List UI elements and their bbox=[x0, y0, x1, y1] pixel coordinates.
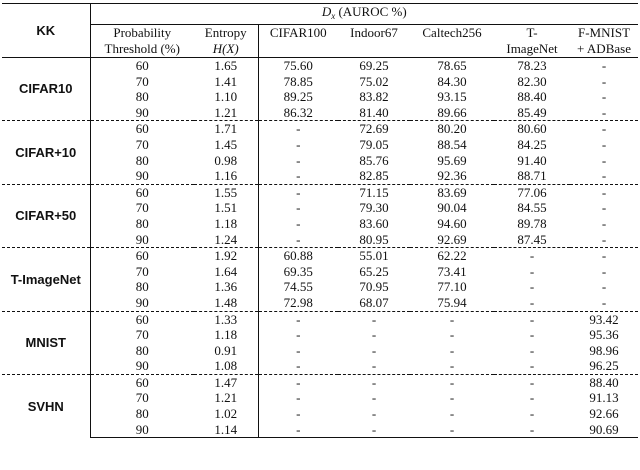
caltech256-cell: 77.10 bbox=[437, 279, 467, 295]
cifar100-cell: - bbox=[296, 327, 301, 343]
indoor67-cell: 65.25 bbox=[359, 263, 389, 279]
fmnist-cell: - bbox=[601, 136, 607, 152]
cifar100-cell: - bbox=[296, 200, 301, 216]
indoor67-cell: 55.01 bbox=[338, 248, 410, 264]
col-entropy-line2: H(X) bbox=[212, 41, 239, 56]
fmnist-cell: - bbox=[601, 58, 607, 73]
indoor67-cell: - bbox=[371, 406, 377, 422]
caltech256-cell: 94.60 bbox=[437, 215, 467, 231]
fmnist-cell: 91.13 bbox=[589, 390, 619, 406]
caltech256-cell: 90.04 bbox=[437, 200, 467, 216]
col-indoor67-header: Indoor67 bbox=[338, 25, 410, 58]
cifar100-cell: 69.35 bbox=[283, 263, 313, 279]
table-row bbox=[2, 358, 638, 374]
fmnist-cell: - bbox=[601, 89, 607, 105]
timagenet-cell: - bbox=[529, 279, 535, 295]
entropy-cell: 1.51 bbox=[194, 200, 258, 216]
prob-threshold-cell: 70 bbox=[135, 136, 149, 152]
cifar100-cell: - bbox=[296, 215, 301, 231]
dx-label-sub: x bbox=[331, 11, 336, 21]
table-row bbox=[2, 74, 638, 90]
fmnist-cell: - bbox=[570, 121, 638, 137]
indoor67-cell: 71.15 bbox=[338, 184, 410, 200]
table-row bbox=[2, 374, 638, 390]
prob-threshold-cell: 90 bbox=[90, 422, 194, 438]
timagenet-cell: - bbox=[529, 406, 535, 422]
table-row bbox=[2, 216, 638, 232]
fmnist-cell: 95.36 bbox=[589, 327, 619, 343]
timagenet-cell: - bbox=[494, 248, 570, 264]
dx-label-suffix: (AUROC %) bbox=[335, 4, 407, 19]
col-prob-header bbox=[90, 25, 194, 58]
cifar100-cell: 60.88 bbox=[258, 248, 338, 264]
indoor67-cell: 75.02 bbox=[359, 73, 389, 89]
timagenet-cell: - bbox=[529, 327, 535, 343]
prob-threshold-cell: 60 bbox=[90, 121, 194, 137]
entropy-cell: 1.10 bbox=[194, 89, 258, 105]
cifar100-cell: - bbox=[296, 152, 301, 168]
entropy-cell: 1.33 bbox=[194, 311, 258, 327]
entropy-cell: 1.47 bbox=[194, 374, 258, 390]
timagenet-cell: 77.06 bbox=[494, 184, 570, 200]
cifar100-cell: 74.55 bbox=[283, 279, 313, 295]
results-table bbox=[2, 3, 638, 438]
fmnist-cell: - bbox=[601, 279, 607, 295]
caltech256-cell: - bbox=[410, 311, 494, 327]
caltech256-cell: 83.69 bbox=[410, 184, 494, 200]
fmnist-cell: - bbox=[601, 152, 607, 168]
timagenet-cell: 88.40 bbox=[517, 89, 547, 105]
prob-threshold-cell: 70 bbox=[135, 73, 149, 89]
cifar100-cell: 78.85 bbox=[283, 73, 313, 89]
col-timagenet-line1: T- bbox=[526, 25, 538, 40]
entropy-cell: 0.91 bbox=[194, 343, 258, 359]
indoor67-cell: - bbox=[338, 422, 410, 438]
fmnist-cell: - bbox=[601, 215, 607, 231]
prob-threshold-cell: 60 bbox=[90, 248, 194, 264]
timagenet-cell: 88.71 bbox=[517, 168, 547, 184]
col-entropy-line1: Entropy bbox=[204, 25, 247, 40]
col-entropy-header bbox=[194, 25, 258, 58]
cifar100-cell: 89.25 bbox=[283, 89, 313, 105]
table-row bbox=[2, 105, 638, 121]
group-label: CIFAR+50 bbox=[2, 184, 90, 247]
caltech256-cell: 93.15 bbox=[437, 89, 467, 105]
prob-threshold-cell: 60 bbox=[135, 58, 149, 73]
prob-threshold-cell: 70 bbox=[135, 390, 149, 406]
timagenet-cell: - bbox=[529, 358, 535, 374]
timagenet-cell: 84.55 bbox=[517, 200, 547, 216]
fmnist-cell: 93.42 bbox=[570, 311, 638, 327]
indoor67-cell: - bbox=[371, 358, 377, 374]
table-row bbox=[2, 390, 638, 406]
table-row bbox=[2, 311, 638, 327]
prob-threshold-cell: 80 bbox=[135, 342, 149, 358]
caltech256-cell: - bbox=[449, 342, 455, 358]
prob-threshold-cell: 90 bbox=[135, 231, 149, 247]
table-header bbox=[2, 4, 638, 58]
table-row bbox=[2, 406, 638, 422]
group-label: CIFAR+10 bbox=[2, 121, 90, 184]
cifar100-cell: - bbox=[258, 374, 338, 390]
caltech256-cell: 89.66 bbox=[437, 104, 467, 120]
entropy-cell: 1.18 bbox=[194, 327, 258, 343]
fmnist-cell: 98.96 bbox=[589, 342, 619, 358]
fmnist-cell: - bbox=[601, 231, 607, 247]
col-cifar100-header: CIFAR100 bbox=[258, 25, 338, 58]
indoor67-cell: - bbox=[371, 342, 377, 358]
table-row bbox=[2, 422, 638, 438]
prob-threshold-cell: 90 bbox=[135, 358, 149, 374]
prob-threshold-cell: 70 bbox=[135, 327, 149, 343]
cifar100-cell: - bbox=[296, 168, 301, 184]
indoor67-cell: - bbox=[371, 327, 377, 343]
cifar100-cell: - bbox=[296, 342, 301, 358]
entropy-cell: 1.45 bbox=[194, 137, 258, 153]
prob-threshold-cell: 80 bbox=[135, 152, 149, 168]
table-row bbox=[2, 121, 638, 137]
col-timagenet-header bbox=[494, 25, 570, 58]
timagenet-cell: - bbox=[529, 263, 535, 279]
timagenet-cell: 91.40 bbox=[517, 152, 547, 168]
prob-threshold-cell: 80 bbox=[135, 279, 149, 295]
cifar100-cell: - bbox=[258, 184, 338, 200]
table-row bbox=[2, 184, 638, 200]
entropy-cell: 0.98 bbox=[194, 153, 258, 169]
caltech256-cell: 84.30 bbox=[437, 73, 467, 89]
fmnist-cell: - bbox=[601, 104, 607, 120]
entropy-cell: 1.36 bbox=[194, 279, 258, 295]
cifar100-cell: - bbox=[296, 231, 301, 247]
prob-threshold-cell: 70 bbox=[135, 263, 149, 279]
entropy-cell: 1.64 bbox=[194, 264, 258, 280]
col-prob-line2: Threshold (%) bbox=[104, 41, 180, 56]
cifar100-cell: - bbox=[258, 311, 338, 327]
col-caltech256-header: Caltech256 bbox=[410, 25, 494, 58]
col-prob-line1: Probability bbox=[113, 25, 172, 40]
entropy-cell: 1.92 bbox=[194, 248, 258, 264]
entropy-cell: 1.18 bbox=[194, 216, 258, 232]
fmnist-cell: - bbox=[570, 184, 638, 200]
caltech256-cell: - bbox=[410, 374, 494, 390]
fmnist-cell: - bbox=[570, 248, 638, 264]
dx-label-main: D bbox=[321, 4, 332, 19]
prob-threshold-cell: 80 bbox=[135, 215, 149, 231]
timagenet-cell: - bbox=[494, 422, 570, 438]
entropy-cell: 1.21 bbox=[194, 105, 258, 121]
timagenet-cell: 82.30 bbox=[517, 73, 547, 89]
entropy-cell: 1.71 bbox=[194, 121, 258, 137]
cifar100-cell: 86.32 bbox=[283, 104, 313, 120]
entropy-cell: 1.48 bbox=[194, 295, 258, 311]
table-body bbox=[2, 58, 638, 438]
cifar100-cell: - bbox=[296, 136, 301, 152]
caltech256-cell: 92.36 bbox=[437, 168, 467, 184]
col-fmnist-line2: + ADBase bbox=[577, 41, 631, 56]
indoor67-cell: 85.76 bbox=[359, 152, 389, 168]
fmnist-cell: 92.66 bbox=[589, 406, 619, 422]
indoor67-cell: 72.69 bbox=[338, 121, 410, 137]
indoor67-cell: - bbox=[371, 390, 377, 406]
entropy-cell: 1.08 bbox=[194, 358, 258, 374]
cifar100-cell: - bbox=[258, 422, 338, 438]
entropy-cell: 1.41 bbox=[194, 74, 258, 90]
table-row bbox=[2, 153, 638, 169]
group-label: T-ImageNet bbox=[2, 248, 90, 311]
caltech256-cell: 62.22 bbox=[410, 248, 494, 264]
table-row bbox=[2, 295, 638, 311]
prob-threshold-cell: 60 bbox=[90, 184, 194, 200]
caltech256-cell: - bbox=[449, 406, 455, 422]
entropy-cell: 1.02 bbox=[194, 406, 258, 422]
cifar100-cell: - bbox=[296, 406, 301, 422]
cifar100-cell: - bbox=[296, 358, 301, 374]
fmnist-cell: 90.69 bbox=[570, 422, 638, 438]
prob-threshold-cell: 60 bbox=[90, 311, 194, 327]
indoor67-cell: 79.05 bbox=[359, 136, 389, 152]
table-row bbox=[2, 279, 638, 295]
table-row bbox=[2, 168, 638, 184]
prob-threshold-cell: 90 bbox=[135, 104, 149, 120]
caltech256-cell: 75.94 bbox=[437, 294, 467, 310]
indoor67-cell: 79.30 bbox=[359, 200, 389, 216]
table-row bbox=[2, 327, 638, 343]
table-row bbox=[2, 89, 638, 105]
col-fmnist-header bbox=[570, 25, 638, 58]
prob-threshold-cell: 80 bbox=[135, 406, 149, 422]
indoor67-cell: 83.60 bbox=[359, 215, 389, 231]
timagenet-cell: - bbox=[529, 294, 535, 310]
table-row bbox=[2, 232, 638, 248]
table-row bbox=[2, 200, 638, 216]
entropy-cell: 1.55 bbox=[194, 184, 258, 200]
indoor67-cell: - bbox=[338, 374, 410, 390]
prob-threshold-cell: 80 bbox=[135, 89, 149, 105]
fmnist-cell: 96.25 bbox=[589, 358, 619, 374]
table-row bbox=[2, 58, 638, 74]
group-label: CIFAR10 bbox=[2, 58, 90, 121]
caltech256-cell: 80.20 bbox=[410, 121, 494, 137]
timagenet-cell: 87.45 bbox=[517, 231, 547, 247]
cifar100-cell: - bbox=[296, 390, 301, 406]
group-label: MNIST bbox=[2, 311, 90, 374]
entropy-cell: 1.65 bbox=[194, 58, 258, 74]
caltech256-cell: - bbox=[410, 422, 494, 438]
col-fmnist-line1: F-MNIST bbox=[578, 25, 631, 40]
table-row bbox=[2, 137, 638, 153]
timagenet-cell: 85.49 bbox=[517, 104, 547, 120]
caltech256-cell: 95.69 bbox=[437, 152, 467, 168]
fmnist-cell: - bbox=[601, 73, 607, 89]
cifar100-cell: - bbox=[258, 121, 338, 137]
indoor67-cell: 68.07 bbox=[359, 294, 389, 310]
caltech256-cell: - bbox=[449, 358, 455, 374]
caltech256-cell: 88.54 bbox=[437, 136, 467, 152]
caltech256-cell: 73.41 bbox=[437, 263, 467, 279]
fmnist-cell: - bbox=[601, 168, 607, 184]
caltech256-cell: - bbox=[449, 390, 455, 406]
indoor67-cell: 83.82 bbox=[359, 89, 389, 105]
indoor67-cell: - bbox=[338, 311, 410, 327]
prob-threshold-cell: 70 bbox=[135, 200, 149, 216]
fmnist-cell: - bbox=[601, 294, 607, 310]
dx-header bbox=[90, 4, 638, 25]
fmnist-cell: 88.40 bbox=[570, 374, 638, 390]
timagenet-cell: - bbox=[494, 374, 570, 390]
prob-threshold-cell: 90 bbox=[135, 294, 149, 310]
table-row bbox=[2, 264, 638, 280]
fmnist-cell: - bbox=[601, 200, 607, 216]
timagenet-cell: 78.23 bbox=[517, 58, 547, 73]
cifar100-cell: 75.60 bbox=[283, 58, 313, 73]
timagenet-cell: 89.78 bbox=[517, 215, 547, 231]
table-row bbox=[2, 248, 638, 264]
timagenet-cell: 80.60 bbox=[494, 121, 570, 137]
entropy-cell: 1.16 bbox=[194, 168, 258, 184]
timagenet-cell: - bbox=[494, 311, 570, 327]
entropy-cell: 1.14 bbox=[194, 422, 258, 438]
entropy-cell: 1.21 bbox=[194, 390, 258, 406]
timagenet-cell: - bbox=[529, 342, 535, 358]
indoor67-cell: 69.25 bbox=[359, 58, 389, 73]
caltech256-cell: - bbox=[449, 327, 455, 343]
prob-threshold-cell: 90 bbox=[135, 168, 149, 184]
table-row bbox=[2, 343, 638, 359]
cifar100-cell: 72.98 bbox=[283, 294, 313, 310]
indoor67-cell: 80.95 bbox=[359, 231, 389, 247]
entropy-cell: 1.24 bbox=[194, 232, 258, 248]
caltech256-cell: 92.69 bbox=[437, 231, 467, 247]
caltech256-cell: 78.65 bbox=[437, 58, 467, 73]
col-timagenet-line2: ImageNet bbox=[506, 41, 558, 56]
indoor67-cell: 82.85 bbox=[359, 168, 389, 184]
group-label: SVHN bbox=[2, 374, 90, 437]
fmnist-cell: - bbox=[601, 263, 607, 279]
indoor67-cell: 81.40 bbox=[359, 104, 389, 120]
prob-threshold-cell: 60 bbox=[90, 374, 194, 390]
kk-header: KK bbox=[2, 4, 90, 58]
indoor67-cell: 70.95 bbox=[359, 279, 389, 295]
timagenet-cell: 84.25 bbox=[517, 136, 547, 152]
timagenet-cell: - bbox=[529, 390, 535, 406]
